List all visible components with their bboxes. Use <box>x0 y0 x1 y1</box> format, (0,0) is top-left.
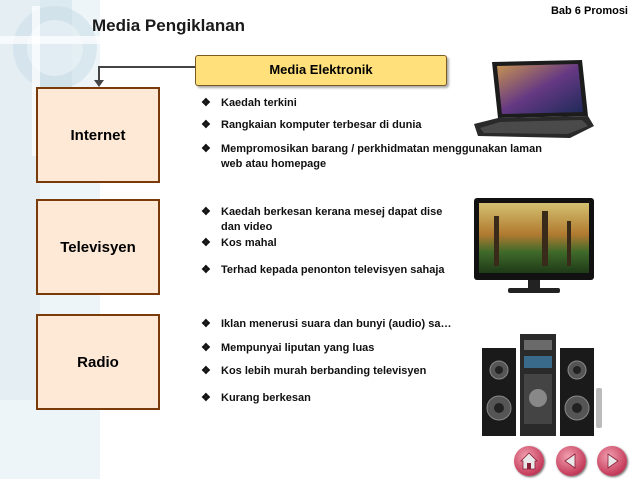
radio-point-3: ❖ Kos lebih murah berbanding televisyen <box>201 365 427 377</box>
tv-point-2: ❖ Kos mahal <box>201 237 277 249</box>
bullet-icon: ❖ <box>201 237 211 249</box>
media-elektronik-box: Media Elektronik <box>195 55 447 86</box>
bullet-icon: ❖ <box>201 264 211 276</box>
radio-point-2: ❖ Mempunyai liputan yang luas <box>201 342 375 354</box>
connector-arrow <box>94 80 104 87</box>
home-button[interactable] <box>514 446 544 476</box>
bullet-icon: ❖ <box>201 392 211 404</box>
page-title: Media Pengiklanan <box>92 16 246 35</box>
back-button[interactable] <box>556 446 586 476</box>
back-arrow-icon <box>556 446 586 476</box>
bullet-icon: ❖ <box>201 318 211 330</box>
television-image <box>472 196 596 296</box>
forward-arrow-icon <box>597 446 627 476</box>
category-radio: Radio <box>36 314 160 410</box>
category-internet: Internet <box>36 87 160 183</box>
bullet-icon: ❖ <box>201 119 211 131</box>
radio-stereo-image <box>480 330 604 440</box>
tv-point-3: ❖ Terhad kepada penonton televisyen sahaja <box>201 264 445 276</box>
bullet-icon: ❖ <box>201 97 211 109</box>
bullet-icon: ❖ <box>201 206 211 218</box>
laptop-image <box>470 58 598 140</box>
home-icon <box>514 446 544 476</box>
bullet-icon: ❖ <box>201 342 211 354</box>
radio-point-1: ❖ Iklan menerusi suara dan bunyi (audio) sa… <box>201 318 452 330</box>
forward-button[interactable] <box>597 446 627 476</box>
bullet-icon: ❖ <box>201 365 211 377</box>
category-televisyen: Televisyen <box>36 199 160 295</box>
internet-point-2: ❖ Rangkaian komputer terbesar di dunia <box>201 119 422 131</box>
radio-point-4: ❖ Kurang berkesan <box>201 392 311 404</box>
chapter-label: Bab 6 Promosi <box>550 5 628 17</box>
bullet-icon: ❖ <box>201 143 211 155</box>
internet-point-3: ❖ Mempromosikan barang / perkhidmatan menggunakan laman web atau homepage <box>201 143 542 170</box>
tv-point-1: ❖ Kaedah berkesan kerana mesej dapat dise dan video <box>201 206 443 233</box>
internet-point-1: ❖ Kaedah terkini <box>201 97 297 109</box>
connector-line <box>99 66 195 68</box>
